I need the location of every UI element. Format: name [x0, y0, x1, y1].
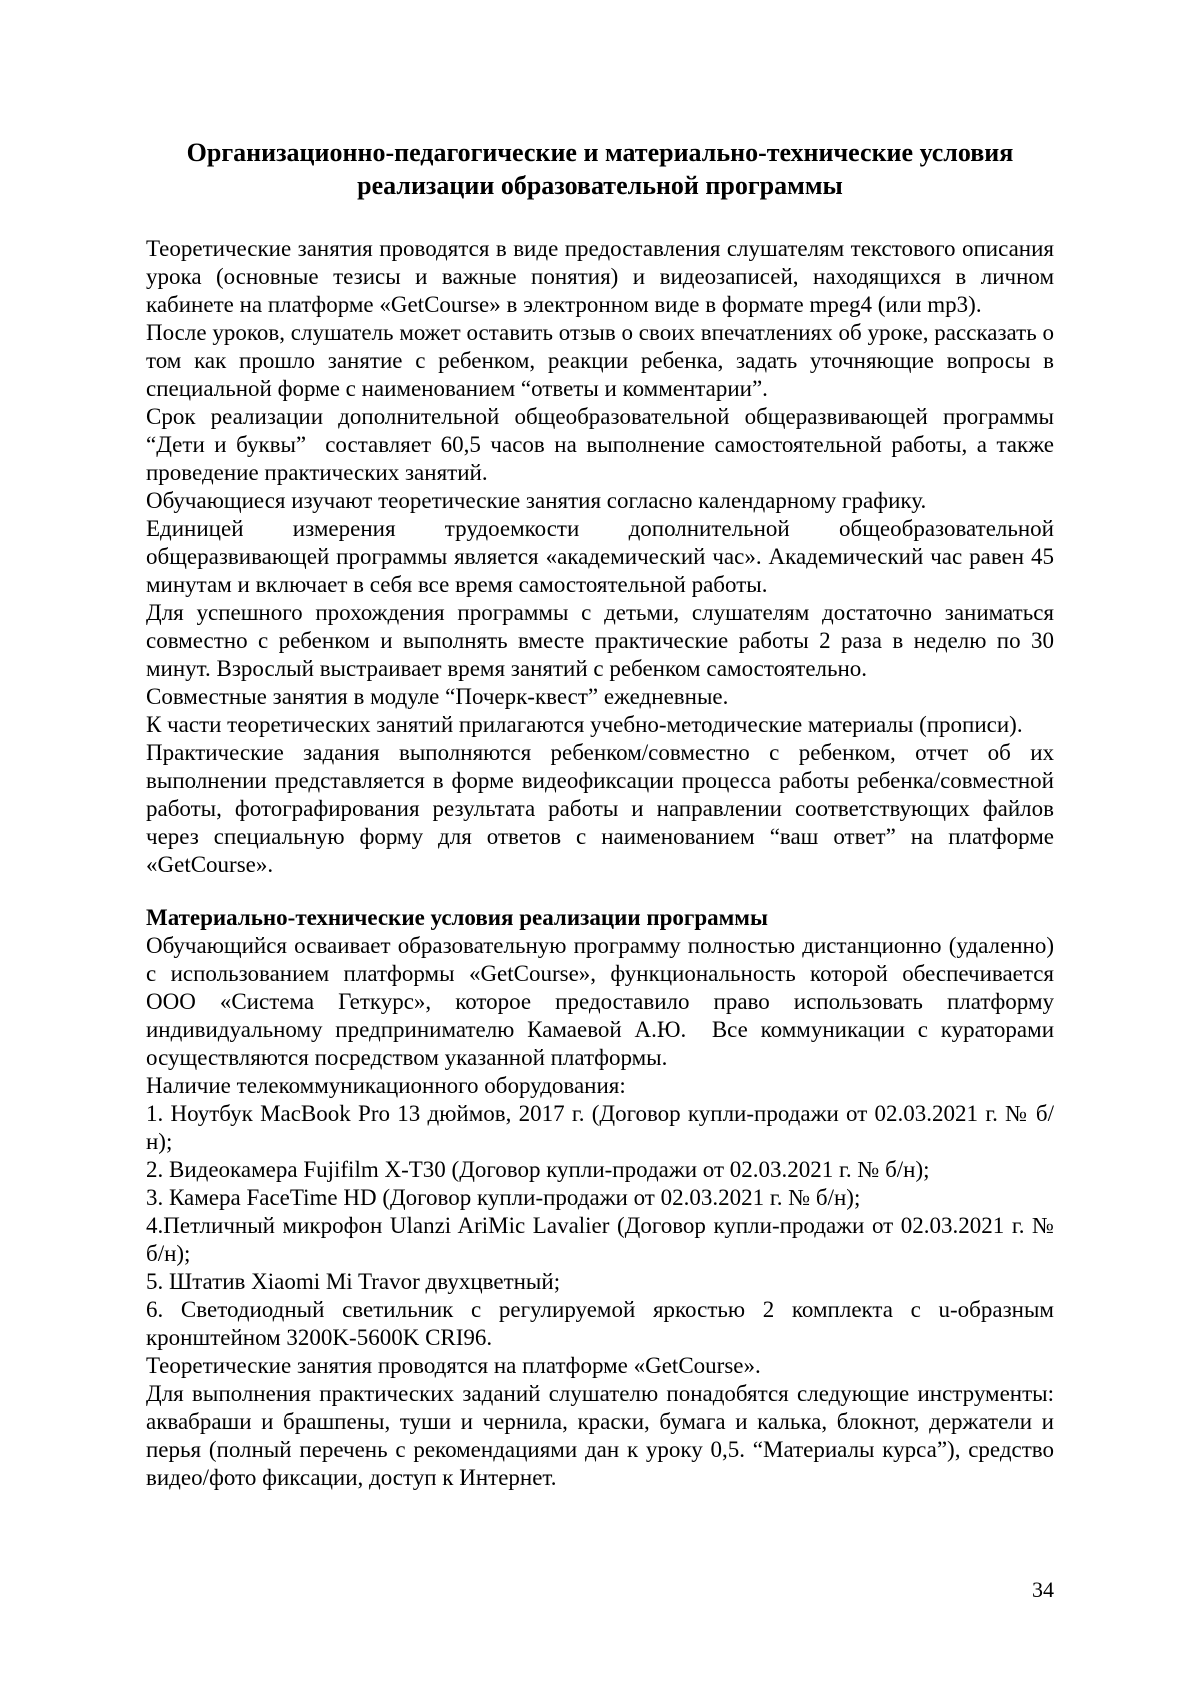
paragraph: Для успешного прохождения программы с детьми, слушателям достаточно заниматься совместно с ребенком и выполнять вместе практические работы 2 раза в неделю по 30 минут. Взрослый выстраивает время занятий с ребенком самостоятельно. [146, 600, 1054, 681]
page-title: Организационно-педагогические и материально-технические условия реализации образовательной программы [186, 138, 1014, 200]
document-body [146, 235, 1054, 1492]
section-heading: Материально-технические условия реализации программы [146, 905, 768, 930]
paragraph-spacer [146, 879, 1054, 904]
paragraph: 3. Камера FaceTime HD (Договор купли-продажи от 02.03.2021 г. № б/н); [146, 1185, 861, 1210]
paragraph: Обучающийся осваивает образовательную программу полностью дистанционно (удаленно) с использованием платформы «GetCourse», функциональность которой обеспечивается ООО «Система Геткурс», которое предоставило право использовать платформу индивидуальному предпринимателю Камаевой А.Ю. Все коммуникации с кураторами осуществляются посредством указанной платформы. [146, 933, 1054, 1070]
paragraph: Совместные занятия в модуле “Почерк-квест” ежедневные. [146, 684, 729, 709]
paragraph: Теоретические занятия проводятся в виде предоставления слушателям текстового описания урока (основные тезисы и важные понятия) и видеозаписей, находящихся в личном кабинете на платформе «GetCourse» в электронном виде в формате mpeg4 (или mp3). [146, 236, 1054, 317]
paragraph: Обучающиеся изучают теоретические занятия согласно календарному графику. [146, 488, 927, 513]
paragraph: Для выполнения практических заданий слушателю понадобятся следующие инструменты: аквабраши и брашпены, туши и чернила, краски, бумага и калька, блокнот, держатели и перья (полный перечень с рекомендациями дан к уроку 0,5. “Материалы курса”), средство видео/фото фиксации, доступ к Интернет. [146, 1381, 1054, 1490]
paragraph: Наличие телекоммуникационного оборудования: [146, 1073, 626, 1098]
paragraph: Единицей измерения трудоемкости дополнительной общеобразовательной общеразвивающей программы является «академический час». Академический час равен 45 минутам и включает в себя все время самостоятельной работы. [146, 516, 1054, 597]
paragraph: 1. Ноутбук MacBook Pro 13 дюймов, 2017 г. (Договор купли-продажи от 02.03.2021 г. № б/н); [146, 1101, 1054, 1154]
paragraph: 4.Петличный микрофон Ulanzi AriMic Lavalier (Договор купли-продажи от 02.03.2021 г. № б/н); [146, 1213, 1054, 1266]
paragraph: 5. Штатив Xiaomi Mi Travor двухцветный; [146, 1269, 561, 1294]
paragraph: 2. Видеокамера Fujifilm X-T30 (Договор купли-продажи от 02.03.2021 г. № б/н); [146, 1157, 930, 1182]
document-content [146, 136, 1054, 1492]
paragraph: Срок реализации дополнительной общеобразовательной общеразвивающей программы “Дети и буквы” составляет 60,5 часов на выполнение самостоятельной работы, а также проведение практических занятий. [146, 404, 1054, 485]
page-number: 34 [1032, 1577, 1054, 1602]
paragraph: К части теоретических занятий прилагаются учебно-методические материалы (прописи). [146, 712, 1023, 737]
paragraph: Теоретические занятия проводятся на платформе «GetCourse». [146, 1353, 761, 1378]
paragraph: Практические задания выполняются ребенком/совместно с ребенком, отчет об их выполнении представляется в форме видеофиксации процесса работы ребенка/совместной работы, фотографирования результата работы и направлении соответствующих файлов через специальную форму для ответов с наименованием “ваш ответ” на платформе «GetCourse». [146, 740, 1054, 877]
paragraph: 6. Светодиодный светильник с регулируемой яркостью 2 комплекта с u-образным кронштейном 3200K-5600K CRI96. [146, 1297, 1054, 1350]
paragraph: После уроков, слушатель может оставить отзыв о своих впечатлениях об уроке, рассказать о том как прошло занятие с ребенком, реакции ребенка, задать уточняющие вопросы в специальной форме с наименованием “ответы и комментарии”. [146, 320, 1054, 401]
